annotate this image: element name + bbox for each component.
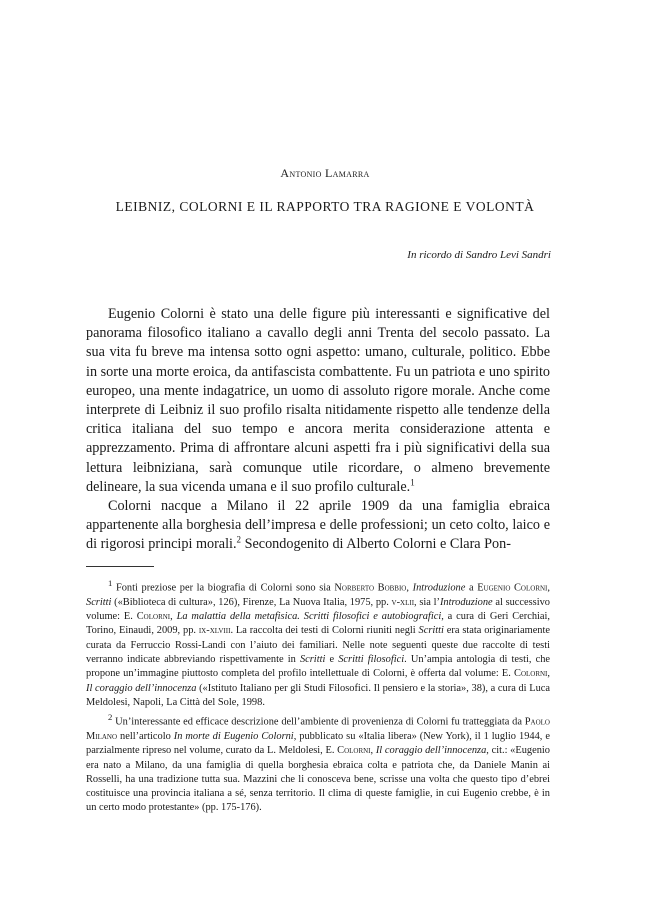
footnote-text: Eugenio Colorni <box>477 582 548 594</box>
dedication: In ricordo di Sandro Levi Sandri <box>407 249 551 261</box>
footnote-text: Introduzione <box>439 596 493 608</box>
footnote-text: ix-xlviii <box>198 625 231 637</box>
footnote-separator <box>86 566 154 567</box>
footnote-text: , <box>547 668 550 680</box>
footnote-text: , <box>406 582 413 594</box>
footnote-text: Scritti <box>86 596 112 608</box>
footnote-text: . La raccolta dei testi di Colorni riuniti negli <box>230 625 419 637</box>
footnote-text: («Istituto Italiano per gli Studi Filosofici. Il pensiero e la storia», 38), a cura di Luca Meldolesi, Napoli, La Città del Sole, 1998. <box>86 682 551 708</box>
footnote-text: Scritti filosofici <box>338 653 405 665</box>
footnote-text: nell’articolo <box>117 730 174 742</box>
footnote-text: , sia l’ <box>414 596 440 608</box>
paragraph <box>86 305 550 497</box>
footnote-text: Colorni <box>136 611 171 623</box>
footnote-text: La malattia della metafisica. Scritti filosofici e autobiografici <box>176 611 442 623</box>
paragraph-text: Colorni nacque a Milano il 22 aprile 1909 da una famiglia ebraica appartenente alla borghesia dell’impresa e delle professioni; un ceto colto, laico e di rigorosi principi morali. <box>86 498 550 553</box>
footnote-text: Scritti <box>418 625 444 637</box>
footnote-text: a <box>465 582 478 594</box>
footnote-ref: 2 <box>236 534 242 545</box>
footnote-text: Il coraggio dell’innocenza <box>375 745 487 757</box>
footnote-text: , pubblicato su «Italia libera» (New York), il 1 luglio 1944, e parzialmente ripreso nel volume, curato da L. Meldolesi, E. <box>86 730 550 757</box>
footnote-text: e <box>325 653 339 665</box>
footnote-text: Un’interessante ed efficace descrizione dell’ambiente di provenienza di Colorni fu tratteggiata da <box>115 716 525 728</box>
footnote-text: al successivo volume: E. <box>86 596 551 623</box>
footnotes <box>86 576 550 816</box>
footnote-text: Colorni <box>337 745 371 757</box>
footnote <box>86 710 550 816</box>
footnote-text: , a cura di Geri Cerchiai, Torino, Einaudi, 2009, pp. <box>86 611 550 637</box>
footnote-text: («Biblioteca di cultura», 126), Firenze, La Nuova Italia, 1975, pp. <box>111 596 392 608</box>
footnote-text: Introduzione <box>412 582 466 594</box>
footnote-text: Colorni <box>514 668 548 680</box>
paragraph <box>86 497 550 555</box>
footnote-text: v-xlii <box>391 596 415 608</box>
footnote-ref: 1 <box>410 477 415 488</box>
footnote-text: , <box>170 611 177 623</box>
footnote-text: , cit.: «Eugenio era nato a Milano, da una famiglia di quella borghesia ebraica colta e patriota che, da Daniele Manin ai Rosselli, ha una tradizione tutta sua. Mazzini che li conosceva bene, scrisse una volta che questo tipo d’ebrei costituisce una provincia italiana a sé, senza territorio. Il clima di queste famiglie, in cui Eugenio crebbe, è in un certo modo protestante» (pp. 175-176). <box>86 745 550 814</box>
footnote-text: . Un’ampia antologia di testi, che propone un’immagine piuttosto completa del profilo intellettuale di Colorni, è offerta dal volume: E. <box>86 653 551 680</box>
footnote-text: Norberto Bobbio <box>334 582 407 594</box>
footnote-number: 1 <box>108 578 113 588</box>
footnote-text: In morte di Eugenio Colorni <box>173 730 294 742</box>
footnote-text: , <box>547 582 550 594</box>
footnote-text: Il coraggio dell’innocenza <box>86 682 197 694</box>
footnote-text: , <box>370 745 376 757</box>
footnote-text: Paolo Milano <box>86 716 550 742</box>
footnote <box>86 576 550 710</box>
author-name: Antonio Lamarra <box>280 166 370 180</box>
footnote-text: era stata originariamente curata da Ferruccio Rossi-Landi con l’aiuto dei familiari. Nelle note seguenti queste due raccolte di testi verranno indicate abbreviando rispettivamente in <box>86 625 551 665</box>
article-title: LEIBNIZ, COLORNI E IL RAPPORTO TRA RAGIONE E VOLONTÀ <box>115 199 535 214</box>
main-text <box>86 305 550 555</box>
paragraph-text: Secondogenito di Alberto Colorni e Clara Pon- <box>241 536 511 553</box>
footnote-text: Scritti <box>299 653 326 665</box>
footnote-number: 2 <box>108 712 113 723</box>
footnote-text: Fonti preziose per la biografia di Colorni sono sia <box>115 582 335 594</box>
paragraph-text: Eugenio Colorni è stato una delle figure più interessanti e significative del panorama filosofico italiano a cavallo degli anni Trenta del secolo passato. La sua vita fu breve ma intensa sotto ogni aspetto: umano, culturale, politico. Ebbe in sorte una morte eroica, da antifascista combattente. Fu un patriota e uno spirito europeo, una mente indagatrice, un uomo di assoluto rigore morale. Anche come interprete di Leibniz il suo profilo risalta nitidamente rispetto alle tendenze della critica italiana del suo tempo e ancora merita considerazione attenta e apprezzamento. Prima di affrontare alcuni aspetti fra i più significativi della sua lettura leibniziana, sarà comunque utile ricordare, o almeno brevemente delineare, la sua vicenda umana e il suo profilo culturale. <box>86 306 550 495</box>
